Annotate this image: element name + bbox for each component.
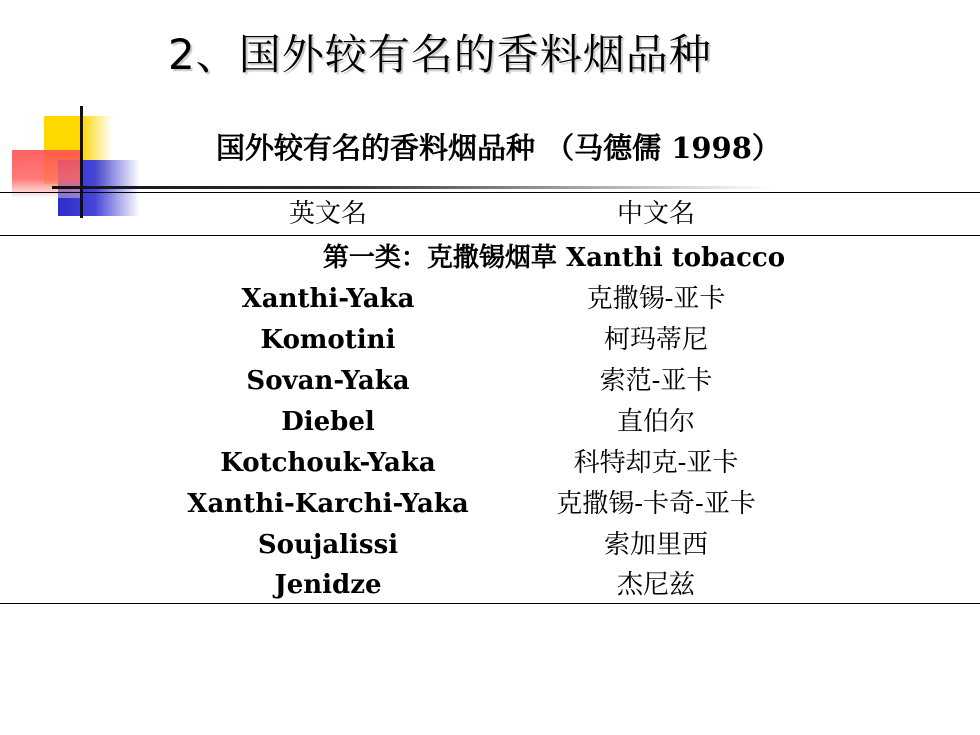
- table-header-rule: [0, 235, 980, 236]
- row-chinese-name: 杰尼兹: [616, 570, 696, 600]
- row-english-name: Diebel: [281, 407, 375, 437]
- table-caption: 国外较有名的香料烟品种 （马德儒 1998）: [216, 131, 781, 165]
- category-row: 第一类：克撒锡烟草 Xanthi tobacco: [322, 243, 786, 273]
- row-english-name: Jenidze: [274, 570, 382, 600]
- table-top-rule: [0, 192, 980, 193]
- row-chinese-name: 柯玛蒂尼: [603, 325, 709, 355]
- header-english-name: 英文名: [288, 199, 368, 229]
- row-chinese-name: 索范-亚卡: [599, 366, 713, 396]
- row-english-name: Komotini: [260, 325, 396, 355]
- row-english-name: Xanthi-Karchi-Yaka: [187, 489, 469, 519]
- row-english-name: Xanthi-Yaka: [241, 284, 415, 314]
- row-chinese-name: 科特却克-亚卡: [573, 448, 739, 478]
- table-bottom-rule: [0, 603, 980, 604]
- header-chinese-name: 中文名: [616, 199, 696, 229]
- row-english-name: Soujalissi: [257, 530, 399, 560]
- row-chinese-name: 克撒锡-亚卡: [586, 284, 726, 314]
- decorative-horizontal-line: [52, 186, 772, 189]
- row-chinese-name: 索加里西: [603, 530, 709, 560]
- row-english-name: Sovan-Yaka: [246, 366, 410, 396]
- row-english-name: Kotchouk-Yaka: [220, 448, 436, 478]
- slide-title: 2、国外较有名的香料烟品种: [168, 30, 712, 79]
- row-chinese-name: 克撒锡-卡奇-亚卡: [556, 489, 756, 519]
- row-chinese-name: 直伯尔: [616, 407, 696, 437]
- decorative-vertical-line: [80, 106, 83, 218]
- decorative-red-square: [12, 150, 82, 198]
